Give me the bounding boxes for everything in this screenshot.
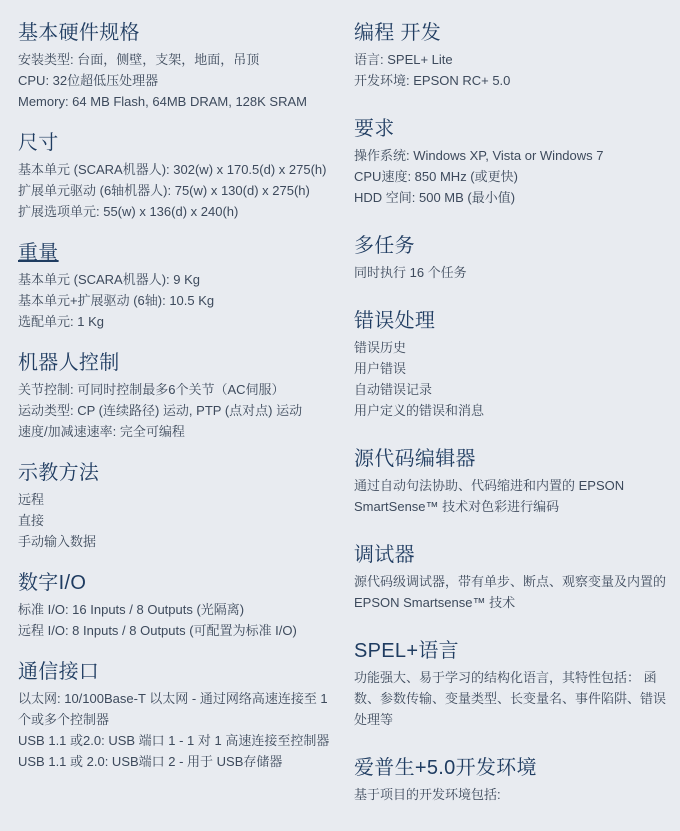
section-programming-development <box>354 21 670 91</box>
section-weight <box>18 241 334 332</box>
spec-line: USB 1.1 或2.0: USB 端口 1 - 1 对 1 高速连接至控制器 <box>18 733 330 748</box>
section-title-error-handling: 错误处理 <box>354 310 436 332</box>
section-title-multitasking: 多任务 <box>354 235 415 257</box>
spec-line: Memory: 64 MB Flash, 64MB DRAM, 128K SRAM <box>18 94 307 109</box>
section-multitasking <box>354 234 670 283</box>
section-error-handling <box>354 309 670 421</box>
spec-line: 远程 <box>18 492 45 507</box>
section-debugger <box>354 543 670 613</box>
spec-line: CPU速度: 850 MHz (或更快) <box>354 169 518 184</box>
section-title-requirements: 要求 <box>354 118 395 140</box>
section-robot-control <box>18 351 334 442</box>
spec-line: 扩展单元驱动 (6轴机器人): 75(w) x 130(d) x 275(h) <box>18 183 310 198</box>
spec-line: USB 1.1 或 2.0: USB端口 2 - 用于 USB存储器 <box>18 754 283 769</box>
left-column <box>18 21 334 831</box>
section-source-code-editor <box>354 447 670 517</box>
spec-line: CPU: 32位超低压处理器 <box>18 73 159 88</box>
spec-line: 标准 I/O: 16 Inputs / 8 Outputs (光隔离) <box>18 602 245 617</box>
spec-line: 源代码级调试器，带有单步、断点、观察变量及内置的 EPSON Smartsense™ 技术 <box>354 574 667 610</box>
section-teaching-methods <box>18 461 334 552</box>
section-title-programming-development: 编程 开发 <box>354 22 442 44</box>
section-title-teaching-methods: 示教方法 <box>18 462 100 484</box>
spec-line: 远程 I/O: 8 Inputs / 8 Outputs (可配置为标准 I/O) <box>18 623 297 638</box>
section-title-weight-link[interactable]: 重量 <box>18 242 59 264</box>
section-spel-language <box>354 639 670 730</box>
section-title-communication-interfaces: 通信接口 <box>18 661 100 683</box>
spec-line: 功能强大、易于学习的结构化语言，其特性包括： 函数、参数传输、变量类型、长变量名、事件陷阱、错误处理等 <box>354 670 667 727</box>
spec-line: 错误历史 <box>354 340 407 355</box>
spec-line: 基本单元 (SCARA机器人): 302(w) x 170.5(d) x 275(h) <box>18 162 327 177</box>
section-title-debugger: 调试器 <box>354 544 415 566</box>
section-title-robot-control: 机器人控制 <box>18 352 120 374</box>
spec-line: 自动错误记录 <box>354 382 433 397</box>
section-title-basic-hardware-specs: 基本硬件规格 <box>18 22 140 44</box>
section-title-digital-io: 数字I/O <box>18 572 87 594</box>
spec-line: 基本单元+扩展驱动 (6轴): 10.5 Kg <box>18 293 215 308</box>
section-title-spel-language: SPEL+语言 <box>354 640 459 662</box>
spec-line: 运动类型: CP (连续路径) 运动, PTP (点对点) 运动 <box>18 403 303 418</box>
spec-line: 通过自动句法协助、代码缩进和内置的 EPSON SmartSense™ 技术对色彩进行编码 <box>354 478 625 514</box>
section-title-epson-rc-development-environment: 爱普生+5.0开发环境 <box>354 757 537 779</box>
spec-line: 直接 <box>18 513 45 528</box>
spec-line: 安装类型: 台面，侧壁，支架，地面，吊顶 <box>18 52 260 67</box>
spec-line: HDD 空间: 500 MB (最小值) <box>354 190 516 205</box>
section-title-dimensions: 尺寸 <box>18 132 59 154</box>
section-communication-interfaces <box>18 660 334 772</box>
spec-line: 语言: SPEL+ Lite <box>354 52 453 67</box>
spec-line: 速度/加减速速率: 完全可编程 <box>18 424 185 439</box>
spec-line: 以太网: 10/100Base-T 以太网 - 通过网络高速连接至 1 个或多个控制器 <box>18 691 328 727</box>
spec-line: 关节控制: 可同时控制最多6个关节（AC伺服） <box>18 382 285 397</box>
section-epson-rc-development-environment <box>354 756 670 805</box>
spec-line: 扩展选项单元: 55(w) x 136(d) x 240(h) <box>18 204 239 219</box>
section-dimensions <box>18 131 334 222</box>
section-title-source-code-editor: 源代码编辑器 <box>354 448 476 470</box>
section-basic-hardware-specs <box>18 21 334 112</box>
spec-line: 手动输入数据 <box>18 534 97 549</box>
spec-line: 用户定义的错误和消息 <box>354 403 485 418</box>
section-requirements <box>354 117 670 208</box>
spec-line: 基本单元 (SCARA机器人): 9 Kg <box>18 272 201 287</box>
spec-line: 同时执行 16 个任务 <box>354 265 467 280</box>
right-column <box>354 21 670 831</box>
spec-line: 操作系统: Windows XP, Vista or Windows 7 <box>354 148 604 163</box>
section-digital-io <box>18 571 334 641</box>
spec-line: 基于项目的开发环境包括: <box>354 787 501 802</box>
spec-line: 开发环境: EPSON RC+ 5.0 <box>354 73 511 88</box>
spec-line: 用户错误 <box>354 361 407 376</box>
spec-line: 选配单元: 1 Kg <box>18 314 104 329</box>
